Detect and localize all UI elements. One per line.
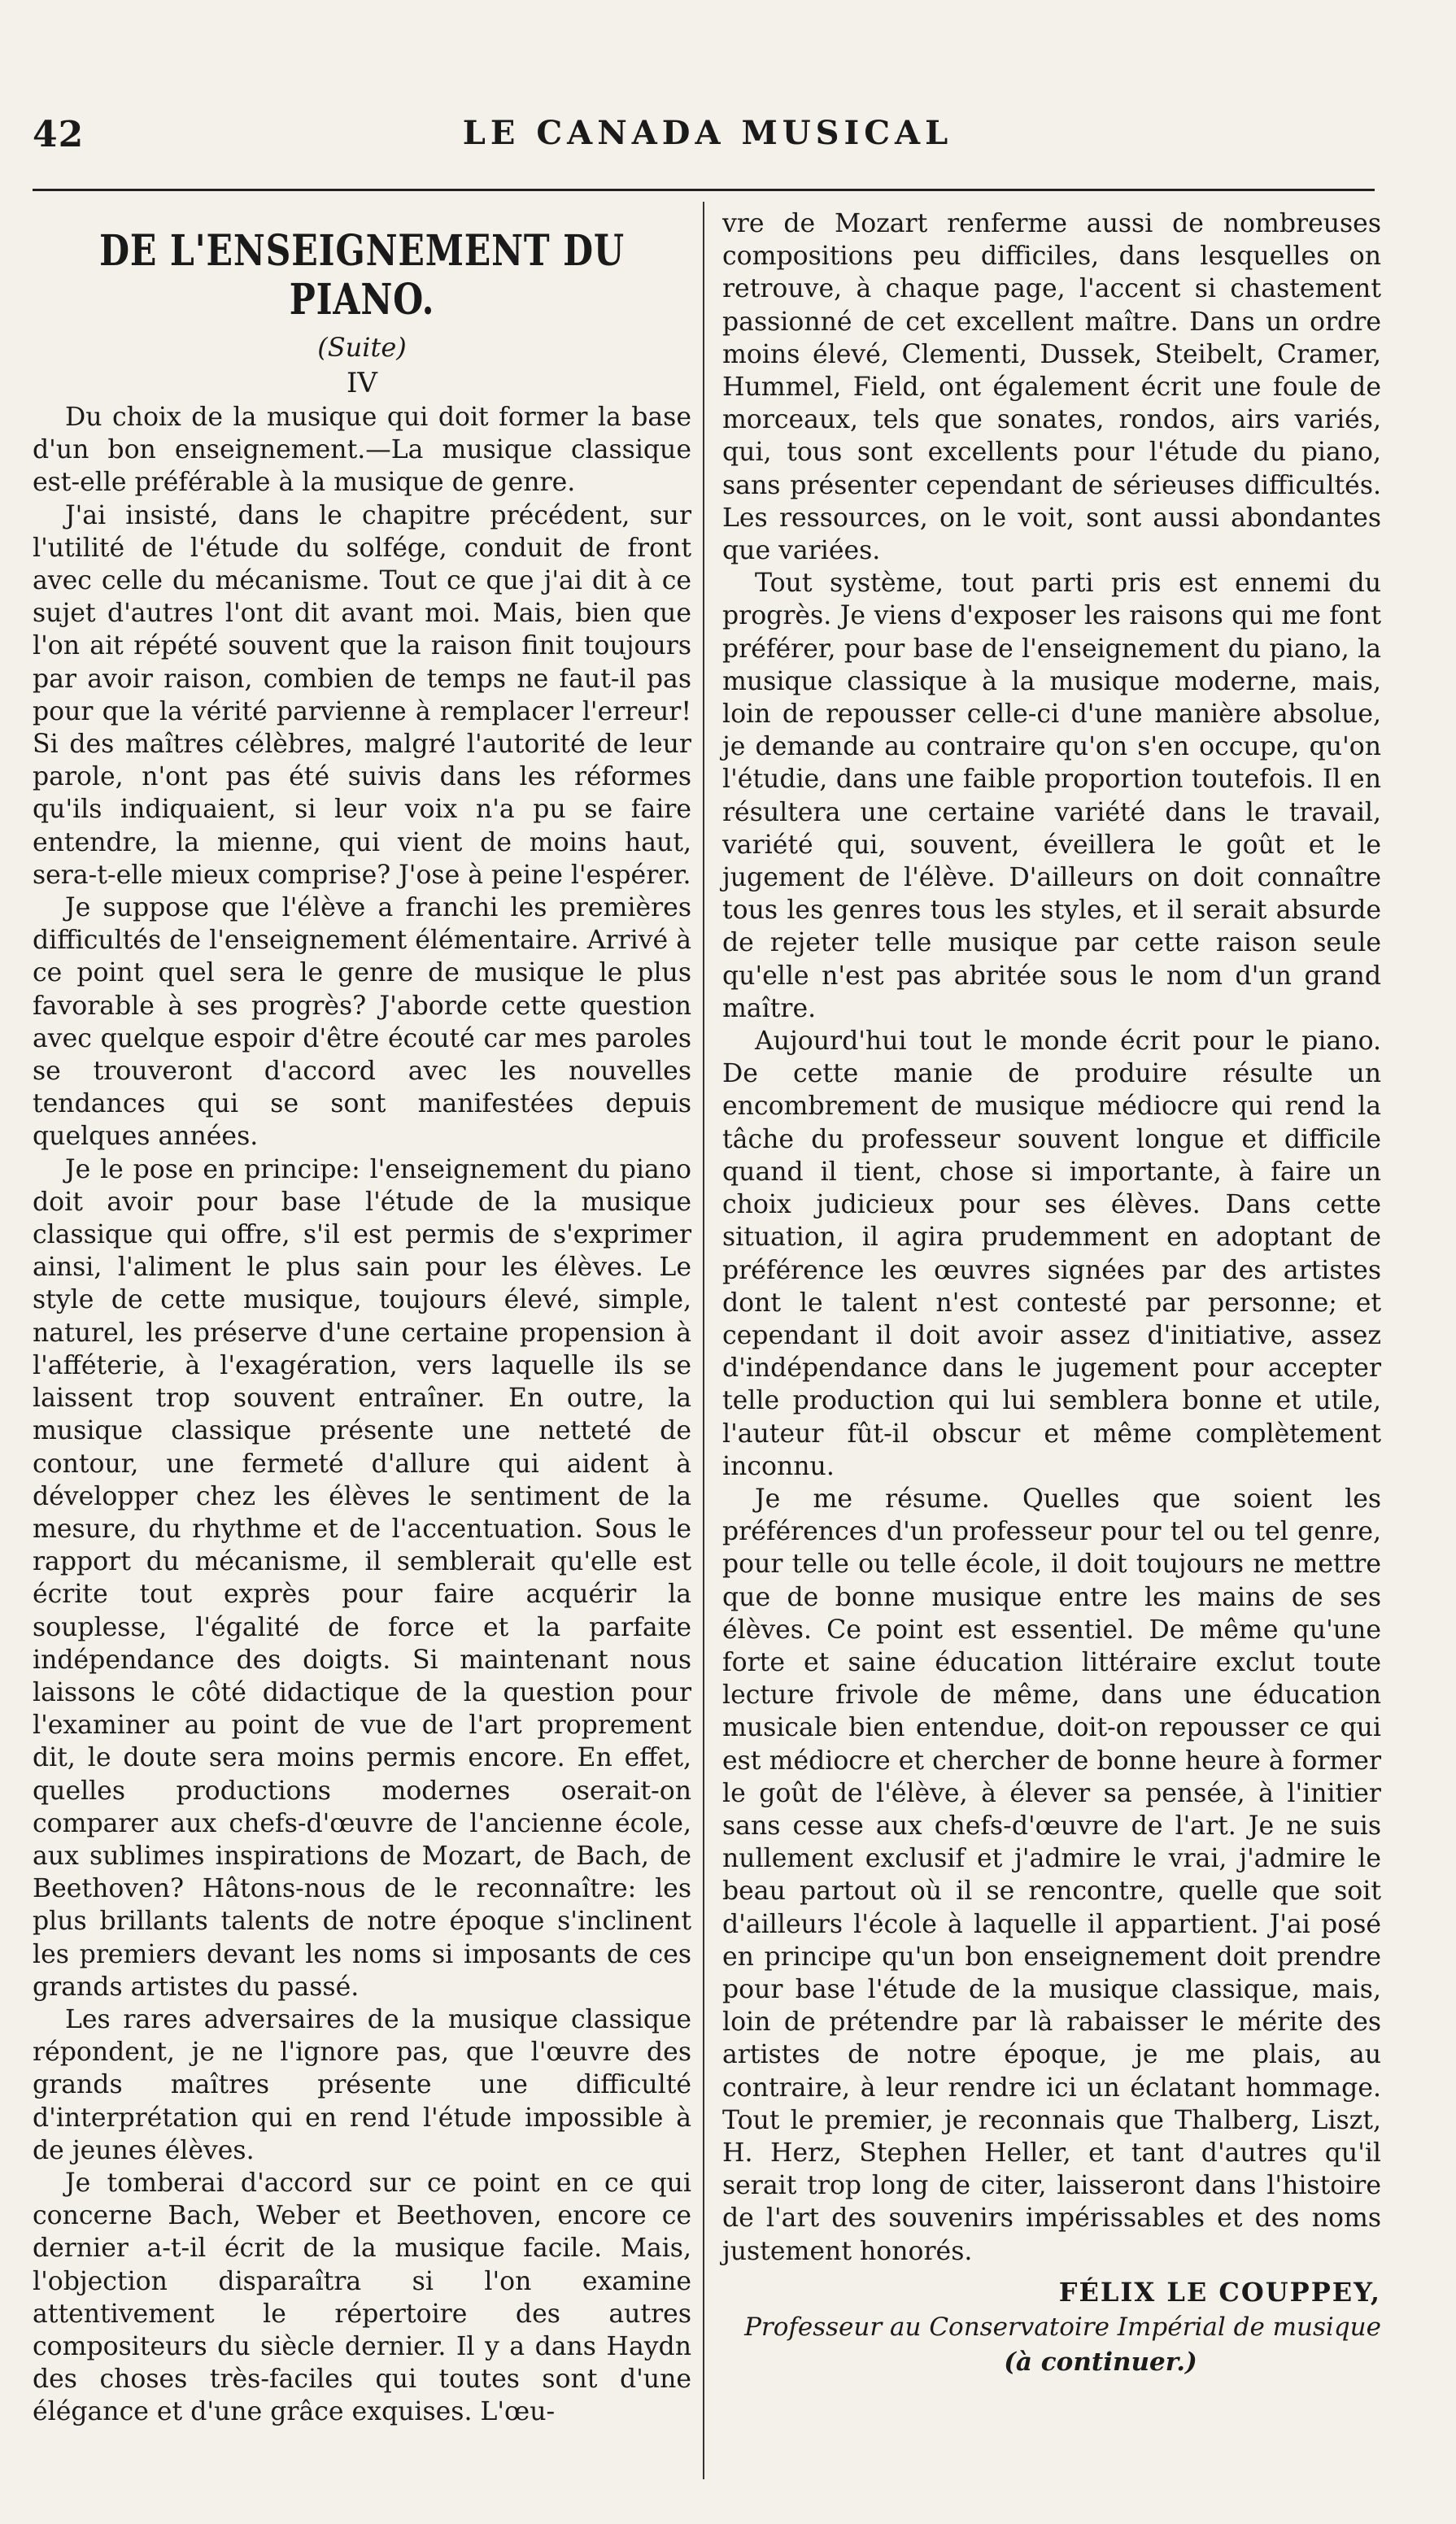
header-rule	[33, 189, 1375, 191]
author-signature: FÉLIX LE COUPPEY,	[1058, 2276, 1381, 2308]
paragraph: Les rares adversaires de la musique classique répondent, je ne l'ignore pas, que l'œuvre des grands maîtres présente une difficulté d'interprétation qui en rend l'étude impossible à de jeunes élèves.	[33, 2004, 691, 2165]
paragraph: Aujourd'hui tout le monde écrit pour le piano. De cette manie de produire résulte un encombrement de musique médiocre qui rend la tâche du professeur souvent longue et difficile quand il tient, chose si importante, à faire un choix judicieux pour ses élèves. Dans cette situation, il agira prudemment en adoptant de préférence les œuvres signées par des artistes dont le talent n'est contesté par personne; et cependant il doit avoir assez d'initiative, assez d'indépendance dans le jugement pour accepter telle production qui lui semblera bonne et utile, l'auteur fût-il obscur et même complètement inconnu.	[722, 1027, 1381, 1481]
running-title: LE CANADA MUSICAL	[462, 114, 953, 152]
paragraph: J'ai insisté, dans le chapitre précédent, sur l'utilité de l'étude du solfége, conduit de front avec celle du mécanisme. Tout ce que j'ai dit à ce sujet d'autres l'ont dit avant moi. Mais, bien que l'on ait répété souvent que la raison finit toujours par avoir raison, combien de temps ne faut-il pas pour que la vérité parvienne à remplacer l'erreur! Si des maîtres célèbres, malgré l'autorité de leur parole, n'ont pas été suivis dans les réformes qu'ils indiquaient, si leur voix n'a pu se faire entendre, la mienne, qui vient de moins haut, sera-t-elle mieux comprise? J'ose à peine l'espérer.	[33, 500, 691, 890]
paragraph: Je le pose en principe: l'enseignement du piano doit avoir pour base l'étude de la musique classique qui offre, s'il est permis de s'exprimer ainsi, l'aliment le plus sain pour les élèves. Le style de cette musique, toujours élevé, simple, naturel, les préserve d'une certaine propension à l'afféterie, à l'exagération, vers laquelle ils se laissent trop souvent entraîner. En outre, la musique classique présente une netteté de contour, une fermeté d'allure qui aident à développer chez les élèves le sentiment de la mesure, du rhythme et de l'accentuation. Sous le rapport du mécanisme, il semblerait qu'elle est écrite tout exprès pour faire acquérir la souplesse, l'égalité de force et la parfaite indépendance des doigts. Si maintenant nous laissons le côté didactique de la question pour l'examiner au point de vue de l'art proprement dit, le doute sera moins permis encore. En effet, quelles productions modernes oserait-on comparer aux chefs-d'œuvre de l'ancienne école, aux sublimes inspirations de Mozart, de Bach, de Beethoven? Hâtons-nous de le reconnaître: les plus brillants talents de notre époque s'inclinent les premiers devant les noms si imposants de ces grands artistes du passé.	[33, 1154, 691, 2002]
left-column	[33, 207, 691, 2429]
page-header	[33, 114, 1383, 171]
article-subtitle: (Suite)	[317, 332, 407, 363]
paragraph: Je suppose que l'élève a franchi les premières difficultés de l'enseignement élémentaire. Arrivé à ce point quel sera le genre de musique le plus favorable à ses progrès? J'aborde cette question avec quelque espoir d'être écouté car mes paroles se trouveront d'accord avec les nouvelles tendances qui se sont manifestées depuis quelques années.	[33, 893, 691, 1152]
paragraph: vre de Mozart renferme aussi de nombreuses compositions peu difficiles, dans lesquelles on retrouve, à chaque page, l'accent si chastement passionné de cet excellent maître. Dans un ordre moins élevé, Clementi, Dussek, Steibelt, Cramer, Hummel, Field, ont également écrit une foule de morceaux, tels que sonates, rondos, airs variés, qui, tous sont excellents pour l'étude du piano, sans présenter cependant de sérieuses difficultés. Les ressources, on le voit, sont aussi abondantes que variées.	[722, 209, 1381, 566]
right-column	[722, 207, 1381, 2380]
article-title: DE L'ENSEIGNEMENT DU PIANO.	[99, 226, 625, 325]
page-number: 42	[33, 114, 85, 155]
paragraph: Tout système, tout parti pris est ennemi du progrès. Je viens d'exposer les raisons qui me font préférer, pour base de l'enseignement du piano, la musique classique à la musique moderne, mais, loin de repousser celle-ci d'une manière absolue, je demande au contraire qu'on s'en occupe, qu'on l'étudie, dans une faible proportion toutefois. Il en résultera une certaine variété dans le travail, variété qui, souvent, éveillera le goût et le jugement de l'élève. D'ailleurs on doit connaître tous les genres tous les styles, et il serait absurde de rejeter telle musique par cette raison seule qu'elle n'est pas abritée sous le nom d'un grand maître.	[722, 569, 1381, 1023]
author-title: Professeur au Conservatoire Impérial de musique	[744, 2312, 1381, 2342]
paragraph: Du choix de la musique qui doit former la base d'un bon enseignement.—La musique classique est-elle préférable à la musique de genre.	[33, 403, 691, 498]
to-be-continued: (à continuer.)	[1004, 2347, 1197, 2377]
section-number: IV	[347, 367, 377, 399]
column-divider	[703, 202, 704, 2479]
paragraph: Je tomberai d'accord sur ce point en ce qui concerne Bach, Weber et Beethoven, encore ce dernier a-t-il écrit de la musique facile. Mais, l'objection disparaîtra si l'on examine attentivement le répertoire des autres compositeurs du siècle dernier. Il y a dans Haydn des choses très-faciles qui toutes sont d'une élégance et d'une grâce exquises. L'œu-	[33, 2168, 691, 2427]
paragraph: Je me résume. Quelles que soient les préférences d'un professeur pour tel ou tel genre, pour telle ou telle école, il doit toujours ne mettre que de bonne musique entre les mains de ses élèves. Ce point est essentiel. De même qu'une forte et saine éducation littéraire exclut toute lecture frivole de même, dans une éducation musicale bien entendue, doit-on repousser ce qui est médiocre et chercher de bonne heure à former le goût de l'élève, à élever sa pensée, à l'initier sans cesse aux chefs-d'œuvre de l'art. Je ne suis nullement exclusif et j'admire le vrai, j'admire le beau partout où il se rencontre, quelle que soit d'ailleurs l'école à laquelle il appartient. J'ai posé en principe qu'un bon enseignement doit prendre pour base l'étude de la musique classique, mais, loin de prétendre par là rabaisser le mérite des artistes de notre époque, je me plais, au contraire, à leur rendre ici un éclatant hommage. Tout le premier, je reconnais que Thalberg, Liszt, H. Herz, Stephen Heller, et tant d'autres qu'il serait trop long de citer, laisseront dans l'histoire de l'art des souvenirs impérissables et des noms justement honorés.	[722, 1484, 1381, 2266]
